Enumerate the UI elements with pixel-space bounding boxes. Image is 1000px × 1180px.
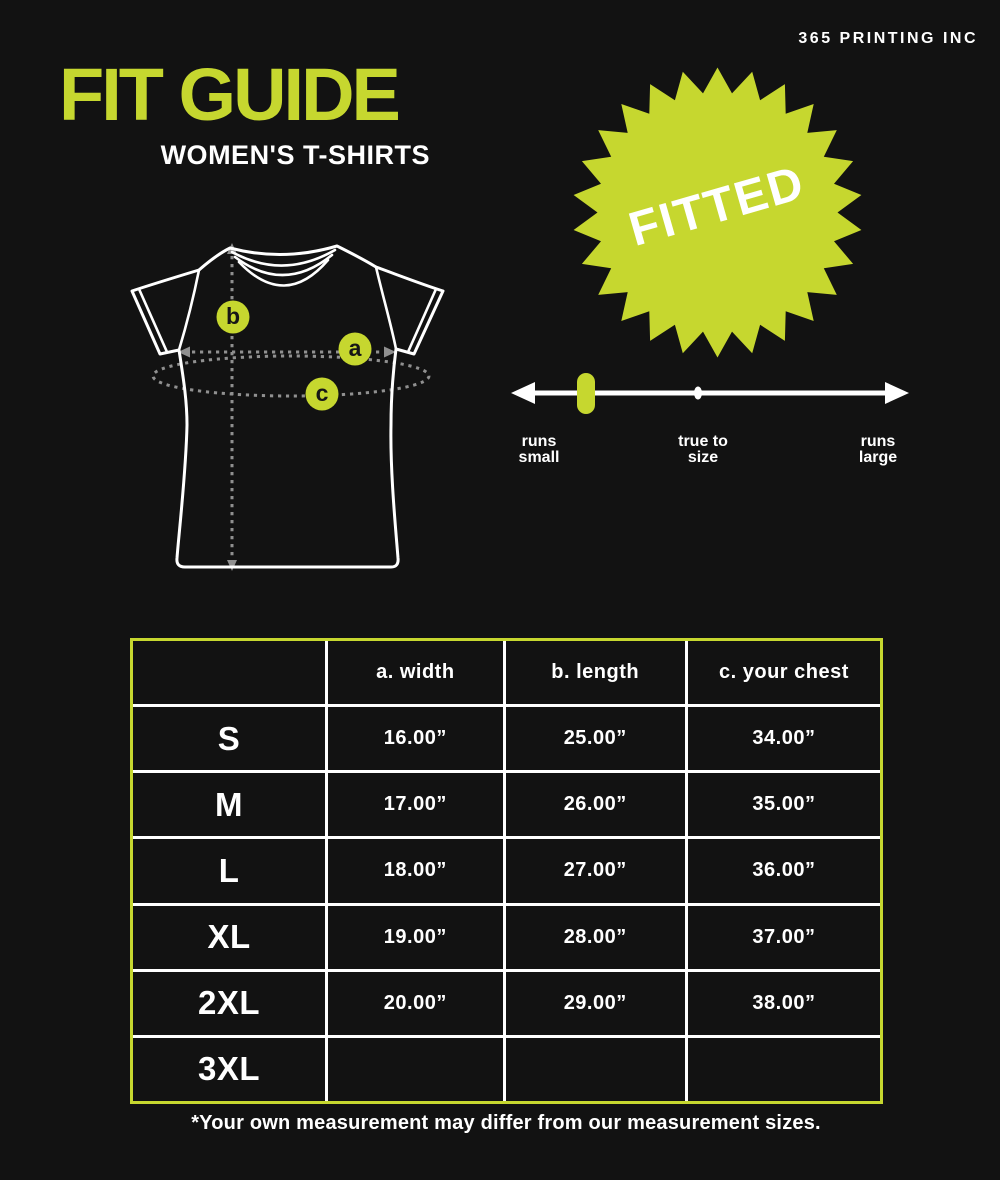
cuff-line-left: [139, 289, 167, 352]
scale-label-line: small: [518, 449, 560, 466]
value-cell: 29.00”: [506, 972, 685, 1035]
tshirt-diagram: [115, 232, 460, 577]
scale-label-line: size: [687, 449, 719, 466]
scale-label-true-to-size: [678, 434, 728, 466]
value-cell: [688, 1038, 880, 1101]
size-cell: 3XL: [133, 1038, 325, 1101]
value-cell: 26.00”: [506, 773, 685, 836]
true-to-size-dot: [694, 387, 702, 400]
value-cell: 28.00”: [506, 906, 685, 969]
value-cell: 27.00”: [506, 839, 685, 902]
size-cell: S: [133, 707, 325, 770]
fitted-badge: [570, 65, 865, 360]
scale-arrow-right: [885, 382, 909, 404]
marker-a-letter: a: [348, 335, 362, 361]
value-cell: 35.00”: [688, 773, 880, 836]
scale-label-runs-small: [519, 434, 560, 466]
tshirt-outline: [132, 246, 443, 567]
marker-b-letter: b: [225, 303, 241, 329]
header-cell-width: a. width: [328, 641, 502, 704]
page-title: FIT GUIDE: [59, 53, 398, 136]
fit-position-marker: [577, 373, 595, 414]
brand-name: 365 PRINTING INC: [798, 30, 978, 47]
value-cell: 38.00”: [688, 972, 880, 1035]
footnote: *Your own measurement may differ from our measurement sizes.: [191, 1112, 821, 1134]
scale-arrow-left: [511, 382, 535, 404]
size-table: [130, 638, 883, 1104]
cuff-line-right: [408, 289, 436, 352]
armhole-seam-left: [179, 270, 199, 350]
value-cell: 19.00”: [328, 906, 502, 969]
value-cell: [506, 1038, 685, 1101]
header-cell-length: b. length: [506, 641, 685, 704]
scale-label-line: large: [858, 449, 898, 466]
value-cell: 17.00”: [328, 773, 502, 836]
page-subtitle: WOMEN'S T-SHIRTS: [160, 140, 430, 170]
size-cell: M: [133, 773, 325, 836]
scale-label-line: runs: [521, 433, 557, 450]
value-cell: 18.00”: [328, 839, 502, 902]
value-cell: 16.00”: [328, 707, 502, 770]
scale-label-line: runs: [860, 433, 896, 450]
scale-label-line: true to: [678, 433, 728, 450]
value-cell: 34.00”: [688, 707, 880, 770]
armhole-seam-right: [376, 267, 396, 349]
chest-ellipse-dotted-line: [153, 356, 429, 396]
size-cell: L: [133, 839, 325, 902]
collar-arc-3: [239, 260, 328, 286]
size-cell: XL: [133, 906, 325, 969]
fitted-badge-label: FITTED: [623, 156, 811, 257]
size-cell: 2XL: [133, 972, 325, 1035]
value-cell: 37.00”: [688, 906, 880, 969]
scale-label-runs-large: [859, 434, 897, 466]
value-cell: [328, 1038, 502, 1101]
value-cell: 25.00”: [506, 707, 685, 770]
value-cell: 36.00”: [688, 839, 880, 902]
header-cell-chest: c. your chest: [688, 641, 880, 704]
value-cell: 20.00”: [328, 972, 502, 1035]
header-cell-blank: [133, 641, 325, 704]
marker-c-letter: c: [315, 380, 329, 406]
fit-scale: [495, 368, 925, 424]
